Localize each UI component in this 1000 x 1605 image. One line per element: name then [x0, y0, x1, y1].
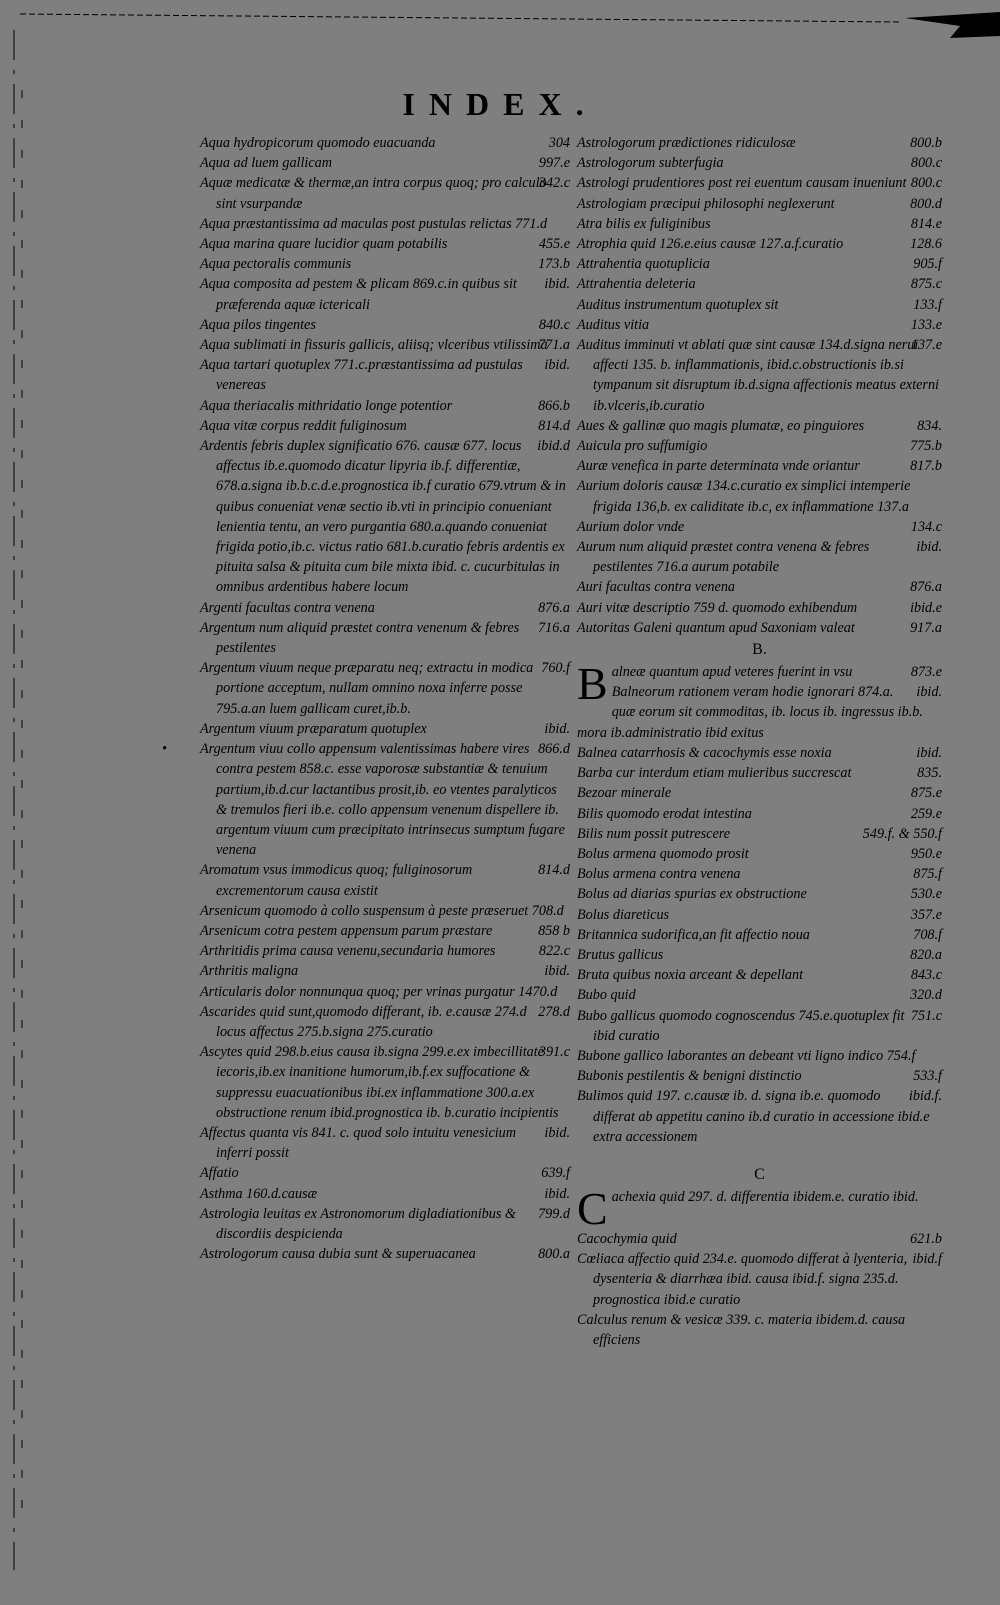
index-entry-text: Balneorum rationem veram hodie ignorari 874.a. quæ eorum sit commoditas, ib. locus ib. ingressus ib.b. mora ib.administratio ibid exitus	[577, 684, 923, 741]
index-entry-text: Bilis num possit putrescere	[577, 825, 731, 842]
index-entry-text: Aqua theriacalis mithridatio longe potentior	[200, 397, 453, 414]
index-entry-text: Arthritis maligna	[200, 963, 299, 980]
index-entry	[577, 416, 942, 436]
page-binding-edge	[10, 30, 28, 1570]
index-entry-ref: ibid.	[544, 1124, 570, 1141]
index-entry-text: Ardentis febris duplex significatio 676. causæ 677. locus affectus ib.e.quomodo dicatur lipyria ib.f. differentiæ, 678.a.signa ib.b.c.d.e.prognostica ib.f curatio 679.vtrum & in quibus conueniat venæ sectio ib.vti in principio conueniant lenientia tentu, an vero purgantia 680.a.quando conueniat frigida potio,ib.c. victus ratio 681.b.curatio febris ardentis ex pituita salsa & pituita cum bile mixta ibid. c. cucurbitulas in omnibus ardentibus habere locum	[200, 438, 566, 596]
index-entry	[577, 864, 942, 884]
index-entry-ref: 875.e	[910, 785, 942, 802]
index-entry-text: Auræ venefica in parte determinata vnde oriantur	[577, 458, 860, 475]
index-entry	[577, 1310, 942, 1350]
index-entry-ref: 820.a	[910, 946, 942, 963]
index-entry	[200, 416, 570, 436]
index-entry-text: Barba cur interdum etiam mulieribus succrescat	[577, 765, 852, 782]
index-entry-text: Articularis dolor nonnunqua quoq; per vrinas purgatur 1470.d	[200, 983, 558, 1000]
index-entry	[577, 985, 942, 1005]
index-entry-text: Auditus imminuti vt ablati quæ sint causæ 134.d.signa nerui affecti 135. b. inflammationis, ibid.c.obstructionis ib.si tympanum sit disruptum ib.d.signa affectionis meatus externi ib.vlceris,ib.curatio	[577, 337, 939, 414]
index-entry	[577, 804, 942, 824]
index-entry	[577, 905, 942, 925]
index-entry-text: Balnea catarrhosis & cacochymis esse noxia	[577, 744, 832, 761]
index-entry	[577, 335, 942, 416]
index-entry	[200, 598, 570, 618]
index-entry-ref: ibid.	[916, 684, 942, 701]
index-entry-text: Aqua sublimati in fissuris gallicis, aliisq; vlceribus vtilissima	[200, 337, 548, 354]
index-entry	[577, 194, 942, 214]
index-entry	[577, 476, 942, 516]
index-entry	[577, 682, 942, 743]
index-entry-ref: 817.b	[910, 458, 942, 475]
index-entry-ref: 800.c	[910, 155, 942, 172]
index-entry-text: Aqua vitæ corpus reddit fuliginosum	[200, 417, 407, 434]
index-entry-ref: 875.c	[910, 276, 942, 293]
index-entry-text: Attrahentia deleteria	[577, 276, 696, 293]
index-entry	[577, 965, 942, 985]
index-entry-ref: ibid.d	[537, 438, 570, 455]
index-entry	[200, 982, 570, 1002]
index-entry	[577, 1046, 942, 1066]
index-entry-text: Bilis quomodo erodat intestina	[577, 805, 752, 822]
index-entry-text: Bubonis pestilentis & benigni distinctio	[577, 1068, 802, 1085]
index-entry-text: Bulimos quid 197. c.causæ ib. d. signa ib.e. quomodo differat ab appetitu canino ib.d curatio in accessione ibid.e extra accessionem	[577, 1088, 930, 1145]
index-entry	[200, 1244, 570, 1264]
index-entry-text: Brutus gallicus	[577, 946, 664, 963]
index-entry-ref: 137.e	[910, 337, 942, 354]
index-entry-text: Aquæ medicatæ & thermæ,an intra corpus quoq; pro calculo sint vsurpandæ	[200, 175, 547, 212]
index-entry	[200, 1002, 570, 1042]
index-entry-ref: 278.d	[538, 1003, 570, 1020]
index-entry-text: Cœliaca affectio quid 234.e. quomodo differat à lyenteria, dysenteria & diarrhæa ibid. causa ibid.f. signa 235.d. prognostica ibid.e curatio	[577, 1251, 908, 1308]
index-entry-ref: 133.e	[910, 316, 942, 333]
index-entry-ref: 621.b	[910, 1230, 942, 1247]
index-entry	[577, 173, 942, 193]
index-entry-ref: 875.f	[913, 866, 942, 883]
index-entry-ref: 876.a	[538, 599, 570, 616]
section-heading-c: C	[754, 1165, 765, 1183]
index-entry-text: Astrologorum subterfugia	[577, 155, 724, 172]
index-entry	[577, 577, 942, 597]
index-entry-text: Astrologorum prædictiones ridiculosæ	[577, 135, 796, 151]
index-entry	[577, 295, 942, 315]
index-entry-text: Aqua marina quare lucidior quam potabilis	[200, 236, 448, 253]
index-entry-text: Astrologorum causa dubia sunt & superuacanea	[200, 1246, 476, 1263]
index-entry-text: Astrologia leuitas ex Astronomorum digladiationibus & discordiis despicienda	[200, 1205, 516, 1242]
index-entry-text: Asthma 160.d.causæ	[200, 1185, 318, 1202]
index-entry-ref: 760.f	[541, 660, 570, 677]
index-entry	[577, 743, 942, 763]
index-entry-text: Bubo gallicus quomodo cognoscendus 745.e.quotuplex fit ibid curatio	[577, 1007, 905, 1044]
index-entry-ref: 917.a	[910, 619, 942, 636]
index-entry	[200, 719, 570, 739]
index-entry	[200, 658, 570, 719]
index-entry-ref: 751.c	[910, 1007, 942, 1024]
index-entry-ref: 866.b	[538, 397, 570, 414]
index-entry-text: Affectus quanta vis 841. c. quod solo intuitu venesicium inferri possit	[200, 1124, 517, 1162]
index-entry	[200, 214, 570, 234]
index-entry-text: Aqua tartari quotuplex 771.c.præstantissima ad pustulas venereas	[200, 357, 523, 394]
index-entry-text: Auditus vitia	[577, 316, 650, 333]
index-entry-text: Bolus armena contra venena	[577, 866, 741, 883]
index-entry-ref: 843.c	[910, 967, 942, 984]
index-entry	[200, 436, 570, 598]
index-entry-text: Aromatum vsus immodicus quoq; fuliginosorum excrementorum causa existit	[200, 862, 473, 899]
index-entry-text: Argentum viuum neque præparatu neq; extractu in modica portione acceptum, nullam omnino noxa inferre posse 795.a.an luem gallicam curet,ib.b.	[200, 660, 534, 717]
index-entry	[577, 662, 942, 682]
index-entry-ref: 800.b	[910, 135, 942, 151]
index-entry-text: Argentum viuum præparatum quotuplex	[200, 720, 427, 737]
index-entry-ref: 549.f. & 550.f	[862, 825, 942, 842]
index-entry-ref: 320.d	[910, 987, 942, 1004]
index-entry	[577, 1249, 942, 1310]
index-entry	[577, 214, 942, 234]
index-entry-text: Aues & gallinæ quo magis plumatæ, eo pinguiores	[577, 417, 865, 434]
index-entry-ref: 800.a	[538, 1246, 570, 1263]
index-entry-ref: 128.6	[910, 236, 942, 253]
index-entry-ref: 814.d	[538, 417, 570, 434]
index-entry	[577, 844, 942, 864]
index-entry	[200, 1163, 570, 1183]
index-entry-text: Calculus renum & vesicæ 339. c. materia ibidem.d. causa efficiens	[577, 1311, 906, 1348]
index-entry-text: Bolus armena quomodo prosit	[577, 845, 749, 862]
index-entry-text: Bubone gallico laborantes an debeant vti ligno indico 754.f	[577, 1047, 916, 1064]
index-entry-text: Auri facultas contra venena	[577, 579, 736, 596]
index-entry-ref: 639.f	[541, 1165, 570, 1182]
index-entry-text: Bolus ad diarias spurias ex obstructione	[577, 886, 807, 903]
index-entry	[577, 884, 942, 904]
index-entry-ref: 866.d	[538, 741, 570, 758]
drop-cap-c: C	[577, 1186, 608, 1229]
index-entry	[200, 396, 570, 416]
index-entry	[200, 1042, 570, 1123]
index-entry-ref: 133.f	[913, 296, 942, 313]
index-entry-text: Bolus diareticus	[577, 906, 670, 923]
index-entry-ref: 835.	[917, 765, 942, 782]
index-column-left	[162, 133, 570, 1264]
index-entry	[577, 925, 942, 945]
index-entry-ref: ibid.f.	[908, 1088, 942, 1105]
index-entry-text: Aqua hydropicorum quomodo euacuanda	[200, 135, 436, 151]
drop-cap-b: B	[577, 662, 608, 710]
index-entry-ref: 822.c	[538, 943, 570, 960]
index-entry-text: Aqua composita ad pestem & plicam 869.c.in quibus sit præferenda aquæ ictericali	[200, 276, 517, 313]
index-entry-text: Auditus instrumentum quotuplex sit	[577, 296, 779, 313]
index-entry-ref: ibid.	[544, 276, 570, 293]
index-entry	[200, 234, 570, 254]
index-entry-ref: 950.e	[910, 845, 942, 862]
index-entry-text: Atrophia quid 126.e.eius causæ 127.a.f.curatio	[577, 236, 844, 253]
index-entry-ref: 304	[548, 135, 570, 151]
index-entry	[577, 436, 942, 456]
index-entry-ref: 259.e	[910, 805, 942, 822]
index-entry	[200, 1184, 570, 1204]
index-entry-text: Britannica sudorifica,an fit affectio noua	[577, 926, 810, 943]
index-entry-ref: 771.a	[538, 337, 570, 354]
index-entry	[200, 921, 570, 941]
index-entry-ref: 905.f	[913, 256, 942, 273]
index-entry	[200, 1123, 570, 1163]
index-entry-ref: 357.e	[910, 906, 942, 923]
index-entry-text: Bubo quid	[577, 987, 636, 1004]
index-entry	[200, 961, 570, 981]
index-entry-text: Aqua pilos tingentes	[200, 316, 316, 333]
index-entry	[200, 335, 570, 355]
index-entry	[577, 618, 942, 638]
index-entry-text: Ascarides quid sunt,quomodo differant, ib. e.causæ 274.d locus affectus 275.b.signa 275.curatio	[200, 1003, 527, 1040]
index-entry-ref: 455.e	[538, 236, 570, 253]
index-entry	[577, 254, 942, 274]
index-entry	[200, 133, 570, 153]
index-entry	[200, 355, 570, 395]
index-entry-ref: 814.e	[910, 215, 942, 232]
index-entry	[200, 941, 570, 961]
page-title: INDEX.	[402, 86, 598, 122]
index-entry-ref: 840.c	[538, 316, 570, 333]
index-entry	[200, 860, 570, 900]
index-entry-ref: ibid.	[544, 1185, 570, 1202]
index-entry-text: Cacochymia quid	[577, 1230, 677, 1247]
index-entry-text: Auri vitæ descriptio 759 d. quomodo exhibendum	[577, 599, 858, 616]
index-entry-ref: 530.e	[910, 886, 942, 903]
index-entry-ref: 134.c	[910, 518, 942, 535]
index-entry-ref: 716.a	[538, 619, 570, 636]
index-entry-ref: 708.f	[913, 926, 942, 943]
index-entry-ref: 800.d	[910, 195, 942, 212]
index-entry-ref: ibid.	[544, 963, 570, 980]
section-heading-b: B.	[752, 641, 767, 659]
index-column-right	[577, 133, 942, 1350]
index-entry-ref: 342.c	[538, 175, 570, 192]
index-entry	[200, 173, 570, 213]
index-entry-text: Ascytes quid 298.b.eius causa ib.signa 299.e.ex imbecillitate iecoris,ib.ex inanitione humorum,ib.f.ex suffocatione & suppressu euacuationibus ibi.ex inflammatione 300.a.ex obstructione renum ibid.prognostica ib. b.curatio incipientis	[200, 1044, 559, 1121]
index-entry	[200, 1204, 570, 1244]
index-entry-text: Bruta quibus noxia arceant & depellant	[577, 967, 804, 984]
index-entry	[577, 234, 942, 254]
index-entry	[577, 824, 942, 844]
index-entry-ref: 834.	[917, 417, 942, 434]
index-entry	[577, 153, 942, 173]
index-entry	[577, 598, 942, 618]
index-entry	[577, 537, 942, 577]
index-entry	[200, 254, 570, 274]
index-entry	[200, 315, 570, 335]
index-entry	[577, 783, 942, 803]
index-entry-ref: 997.e	[538, 155, 570, 172]
index-entry-text: Auicula pro suffumigio	[577, 438, 708, 455]
index-entry-text: Atra bilis ex fuliginibus	[577, 215, 711, 232]
index-entry	[577, 1229, 942, 1249]
index-entry	[577, 274, 942, 294]
index-entry-ref: ibid.e	[910, 599, 942, 616]
index-entry-ref: ibid.f	[912, 1251, 942, 1268]
index-entry	[200, 274, 570, 314]
index-entry-ref: ibid.	[916, 744, 942, 761]
index-entry	[577, 1006, 942, 1046]
index-entry	[577, 1086, 942, 1147]
index-entry-text: Aurium dolor vnde	[577, 518, 685, 535]
index-entry	[577, 315, 942, 335]
index-entry	[200, 618, 570, 658]
index-entry-text: Argentum viuu collo appensum valentissimas habere vires contra pestem 858.c. esse vaporosæ substantiæ & tenuium partium,ib.d.cur lactantibus prosit,ib. eo vtentes paralyticos & tremulos fieri ib.e. collo appensum venenum dispellere ib. argentum viuum cum præcipitato intrinsecus sumptum fugare venena	[200, 741, 565, 859]
index-entry-text: Aurium doloris causæ 134.c.curatio ex simplici intemperie frigida 136,b. ex caliditate ib.c, ex inflammatione 137.a	[577, 478, 911, 515]
index-entry-text: Attrahentia quotuplicia	[577, 256, 710, 273]
index-entry-ref: 858 b	[538, 922, 570, 939]
index-entry-ref: 814.d	[538, 862, 570, 879]
page-top-edge	[0, 8, 1000, 22]
index-entry-text: Autoritas Galeni quantum apud Saxoniam valeat	[577, 619, 855, 636]
index-entry	[577, 945, 942, 965]
index-entry-ref: 173.b	[538, 256, 570, 273]
index-entry-text: Arthritidis prima causa venenu,secundaria humores	[200, 943, 496, 960]
index-entry-text: Aurum num aliquid præstet contra venena & febres pestilentes 716.a aurum potabile	[577, 539, 870, 576]
index-entry-text: Arsenicum quomodo à collo suspensum à peste præseruet 708.d	[200, 902, 564, 919]
index-entry-ref: 799.d	[538, 1205, 570, 1222]
index-entry-ref: ibid.	[916, 539, 942, 556]
index-entry-text: Astrologiam præcipui philosophi neglexerunt	[577, 195, 835, 212]
index-entry-text: Aqua pectoralis communis	[200, 256, 352, 273]
index-entry-text: achexia quid 297. d. differentia ibidem.e. curatio ibid.	[611, 1188, 919, 1205]
index-entry-text: Affatio	[200, 1165, 239, 1182]
index-entry-text: Argenti facultas contra venena	[200, 599, 375, 616]
index-entry	[577, 1187, 942, 1207]
index-entry-ref: 873.e	[910, 664, 942, 681]
index-entry-ref: 800.c	[910, 175, 942, 192]
index-entry	[577, 1066, 942, 1086]
index-entry-ref: ibid.	[544, 357, 570, 374]
index-entry	[577, 517, 942, 537]
index-entry	[577, 456, 942, 476]
index-entry-text: Bezoar minerale	[577, 785, 672, 802]
index-entry-text: Astrologi prudentiores post rei euentum causam inueniunt	[577, 175, 907, 192]
index-entry-text: Aqua præstantissima ad maculas post pustulas relictas 771.d	[200, 215, 548, 232]
index-entry-ref: 775.b	[910, 438, 942, 455]
index-entry	[577, 133, 942, 153]
index-entry-text: Arsenicum cotra pestem appensum parum præstare	[200, 922, 493, 939]
index-entry	[200, 901, 570, 921]
index-entry	[577, 763, 942, 783]
index-entry-text: Aqua ad luem gallicam	[200, 155, 333, 172]
index-entry-text: Argentum num aliquid præstet contra venenum & febres pestilentes	[200, 619, 520, 657]
index-entry-text: alneæ quantum apud veteres fuerint in vsu	[611, 664, 853, 681]
index-entry-ref: 391.c	[538, 1044, 570, 1061]
index-entry-ref: ibid.	[544, 720, 570, 737]
index-entry-ref: 876.a	[910, 579, 942, 596]
index-entry: • 866.d Argentum viuu collo appensum valentissimas habere vires contra pestem 858.c. esse vaporosæ substantiæ & tenuium partium,ib.d.cur lactantibus prosit,ib. eo vtentes paralyticos & tremulos fieri ib.e. collo appensum venenum dispellere ib. argentum viuum cum præcipitato intrinsecus sumptum fugare venena	[162, 741, 570, 859]
index-entry	[200, 153, 570, 173]
index-entry-ref: 533.f	[913, 1068, 942, 1085]
